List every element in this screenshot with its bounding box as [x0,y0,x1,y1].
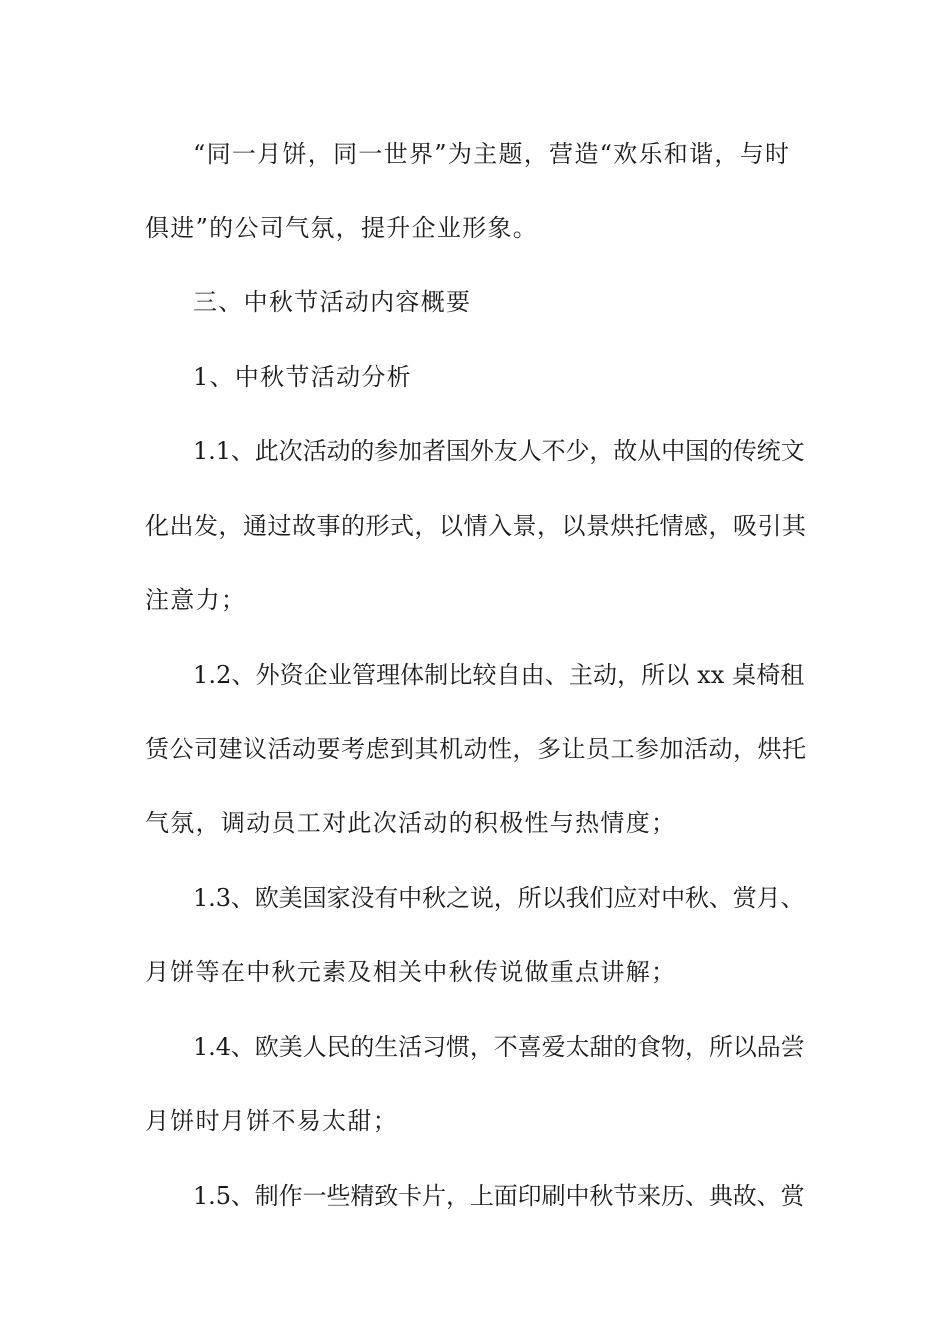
text-line: 1.1、此次活动的参加者国外友人不少，故从中国的传统文 [193,437,805,465]
text-line: 1.4、欧美人民的生活习惯，不喜爱太甜的食物，所以品尝 [193,1033,805,1061]
text-line: 注意力； [145,586,247,614]
subsection-heading: 1、中秋节活动分析 [193,363,412,391]
text-line: “同一月饼，同一世界”为主题，营造“欢乐和谐，与时 [193,140,791,168]
text-line: 月饼时月饼不易太甜； [145,1107,398,1135]
text-line: 1.5、制作一些精致卡片，上面印刷中秋节来历、典故、赏 [193,1182,805,1210]
text-line: 月饼等在中秋元素及相关中秋传说做重点讲解； [145,958,677,986]
text-line: 1.2、外资企业管理体制比较自由、主动，所以 xx 桌椅租 [193,661,805,689]
text-line: 赁公司建议活动要考虑到其机动性，多让员工参加活动，烘托 [145,735,807,763]
text-line: 俱进”的公司气氛，提升企业形象。 [145,214,539,242]
text-line: 1.3、欧美国家没有中秋之说，所以我们应对中秋、赏月、 [193,884,805,912]
text-line: 气氛，调动员工对此次活动的积极性与热情度； [145,809,677,837]
text-line: 化出发，通过故事的形式，以情入景，以景烘托情感，吸引其 [145,512,807,540]
section-heading: 三、中秋节活动内容概要 [193,288,472,316]
